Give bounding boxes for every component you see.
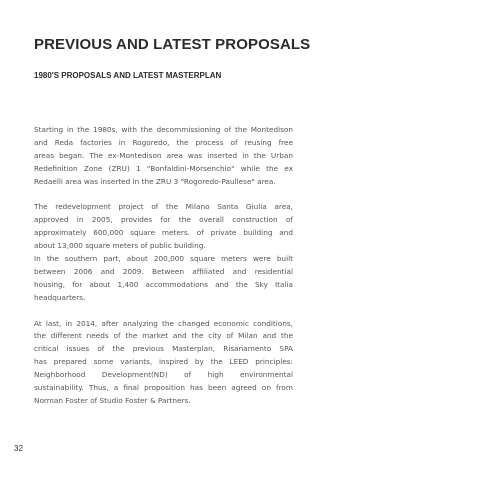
paragraph-3-line-1: At last, in 2014, after analyzing the changed economic conditions, <box>34 318 293 328</box>
paragraph-2-line-3: approximately 600,000 square meters. of private building and <box>34 228 293 238</box>
paragraph-3-line-7: Norman Foster of Studio Foster & Partners. <box>34 396 191 405</box>
paragraph-1-line-5: Redaelli area was inserted in the ZRU 3 "Rogoredo-Paullese" area. <box>34 176 276 186</box>
paragraph-gap <box>34 189 293 202</box>
paragraph-1-line-2: and Reda factories in Rogoredo, the process of reusing free <box>34 137 293 147</box>
paragraph-gap <box>34 305 293 318</box>
page-number: 32 <box>14 444 23 453</box>
paragraph-2-line-2: approved in 2005, provides for the overall construction of <box>34 215 293 225</box>
section-subtitle: 1980'S PROPOSALS AND LATEST MASTERPLAN <box>34 71 222 80</box>
paragraph-1-line-3: areas began. The ex-Montedison area was inserted in the Urban <box>34 150 293 160</box>
paragraph-3-line-3: critical issues of the previous Masterplan, Risanamento SPA <box>34 344 293 354</box>
page-title: PREVIOUS AND LATEST PROPOSALS <box>34 36 311 53</box>
paragraph-2-line-8: headquarters. <box>34 292 86 302</box>
paragraph-1-line-4: Redefinition Zone (ZRU) 1 "Bonfaldini-Morsenchio" while the ex <box>34 163 293 173</box>
paragraph-1-line-1: Starting in the 1980s, with the decommissioning of the Montedison <box>34 125 293 134</box>
paragraph-2-line-5: In the southern part, about 200,000 square meters were built <box>34 254 293 264</box>
paragraph-3-line-6: sustainability. Thus, a final proposition has been agreed on from <box>34 383 293 393</box>
paragraph-3-line-5: Neighborhood Development(ND) of high environmental <box>34 370 293 380</box>
paragraph-2-line-4: about 13,000 square meters of public building. <box>34 241 206 251</box>
paragraph-3-line-2: the different needs of the market and the city of Milan and the <box>34 331 293 341</box>
paragraph-3-line-4: has prepared some variants, inspired by the LEED principles: <box>34 357 293 367</box>
paragraph-2-line-1: The redevelopment project of the Milano Santa Giulia area, <box>34 202 293 212</box>
paragraph-2-line-6: between 2006 and 2009. Between affiliated and residential <box>34 266 293 276</box>
paragraph-2-line-7: housing, for about 1,400 accommodations and the Sky Italia <box>34 279 293 289</box>
body-text <box>34 124 293 408</box>
